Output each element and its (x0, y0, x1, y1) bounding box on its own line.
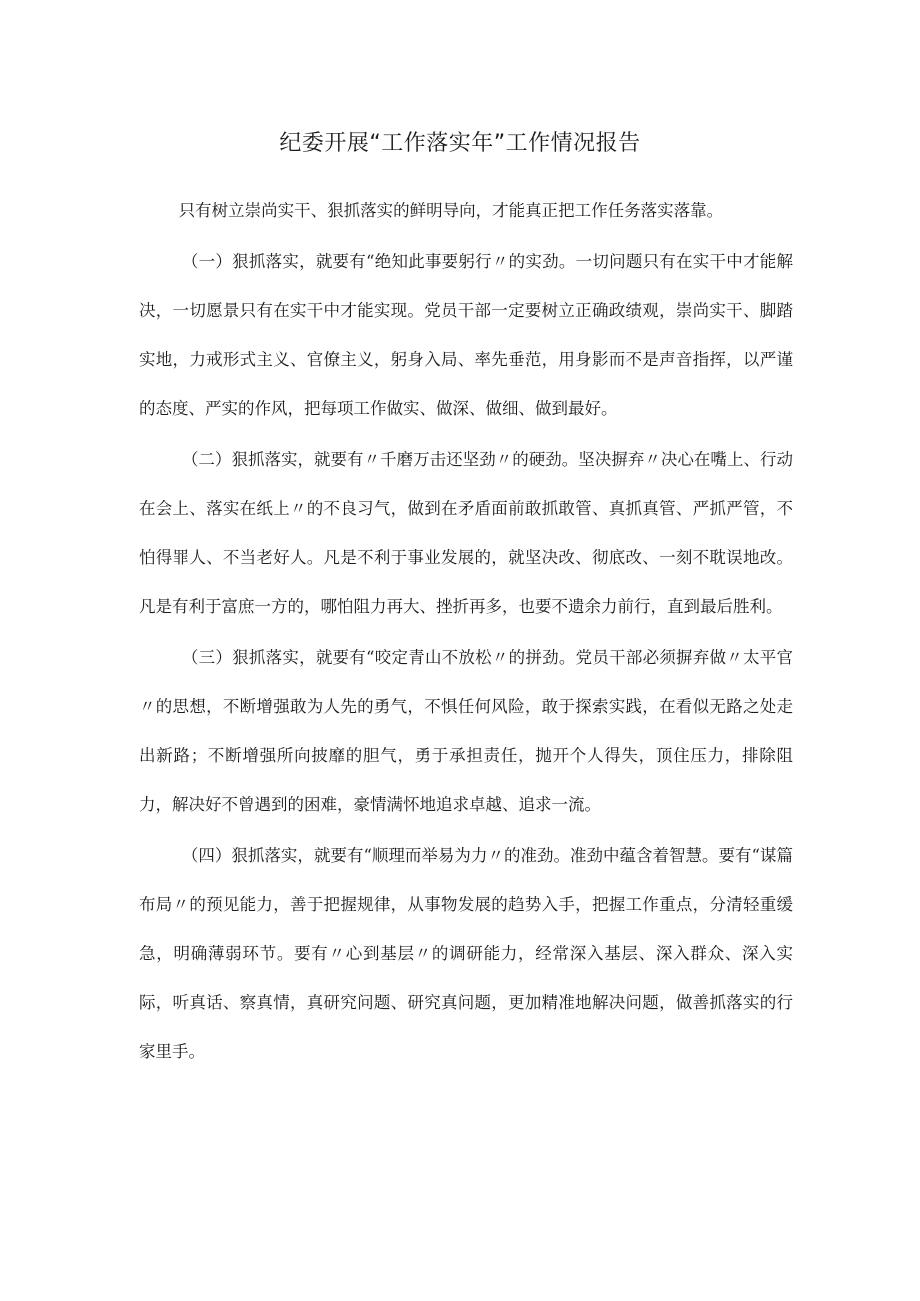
document-body (139, 186, 793, 1076)
document-title: 纪委开展“工作落实年”工作情况报告 (279, 131, 641, 156)
paragraph-intro: 只有树立崇尚实干、狠抓落实的鲜明导向，才能真正把工作任务落实落靠。 (178, 201, 724, 220)
paragraph-section-4: （四）狠抓落实，就要有“顺理而举易为力〃的准劲。准劲中蕴含着智慧。要有“谋篇布局〃的预见能力，善于把握规律，从事物发展的趋势入手，把握工作重点，分清轻重缓急，明确薄弱环节。要有〃心到基层〃的调研能力，经常深入基层、深入群众、深入实际，听真话、察真情，真研究问题、研究真问题，更加精准地解决问题，做善抓落实的行家里手。 (139, 846, 793, 1061)
paragraph-section-1: （一）狠抓落实，就要有“绝知此事要躬行〃的实劲。一切问题只有在实干中才能解决，一切愿景只有在实干中才能实现。党员干部一定要树立正确政绩观，崇尚实干、脚踏实地，力戒形式主义、官僚主义，躬身入局、率先垂范，用身影而不是声音指挥，以严谨的态度、严实的作风，把每项工作做实、做深、做细、做到最好。 (139, 252, 793, 418)
paragraph-section-3: （三）狠抓落实，就要有“咬定青山不放松〃的拼劲。党员干部必须摒弃做〃太平官〃的思想，不断增强敢为人先的勇气，不惧任何风险，敢于探索实践，在看似无路之处走出新路；不断增强所向披靡的胆气，勇于承担责任，抛开个人得失，顶住压力，排除阻力，解决好不曾遇到的困难，豪情满怀地追求卓越、追求一流。 (139, 648, 793, 814)
paragraph-section-2: （二）狠抓落实，就要有〃千磨万击还坚劲〃的硬劲。坚决摒弃〃决心在嘴上、行动在会上、落实在纸上〃的不良习气，做到在矛盾面前敢抓敢管、真抓真管、严抓严管，不怕得罪人、不当老好人。凡是不利于事业发展的，就坚决改、彻底改、一刻不耽误地改。凡是有利于富庶一方的，哪怕阻力再大、挫折再多，也要不遗余力前行，直到最后胜利。 (139, 450, 793, 616)
